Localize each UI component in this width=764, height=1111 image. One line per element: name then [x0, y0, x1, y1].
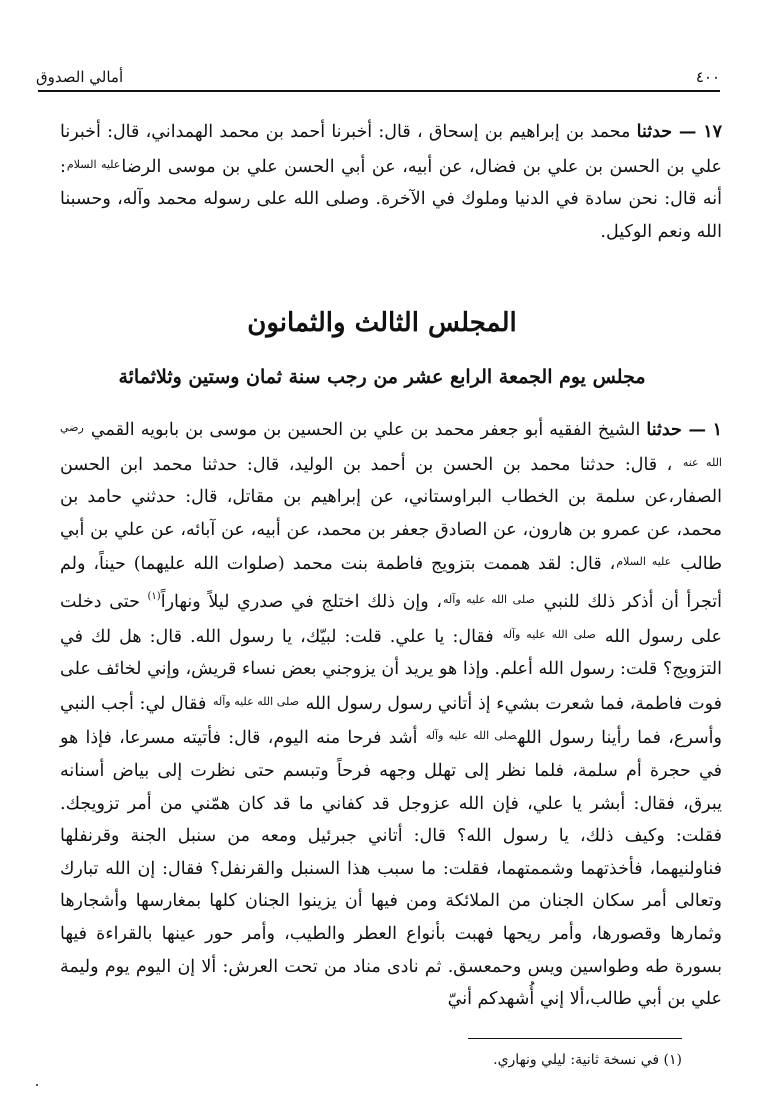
hadith-text: الشيخ الفقيه أبو جعفر محمد بن علي بن الحسين بن موسى بن بابويه القمي	[84, 420, 647, 440]
hadith-1-paragraph	[60, 412, 722, 1016]
honorific-glyph-icon: رضي الله عنه	[60, 421, 722, 469]
hadith-text: أشد فرحا منه اليوم، قال: فأتيته مسرعا، فإذا هو في حجرة أم سلمة، فلما نظر إلى تهلل وجهه فرحاً وتبسم حتى نظرت إلى بياض أسنانه يبرق، فقال: أبشر يا علي، فإن الله عزوجل قد كفاني ما قد كان همّني من أمر تزويجك. فقلت: وكيف ذلك، يا رسول الله؟ قال: أتاني جبرئيل ومعه من سنبل الجنة وقرنفلها فناولنيهما، فأخذتهما وشممتهما، فقلت: ما سبب هذا السنبل والقرنفل؟ فقال: إن الله تبارك وتعالى أمر سكان الجنان من الملائكة ومن فيها أن يزينوا الجنان كلها بمغارسها وأشجارها وثمارها وقصورها، وأمر ريحها فهبت بأنواع العطر والطيب، وأمر حور عينها بالقراءة فيها بسورة طه وطواسين ويس وحمعسق. ثم نادى مناد من تحت العرش: ألا إن اليوم يوم وليمة علي بن أبي طالب،ألا إني أُشهدكم أنيّ	[60, 728, 722, 1010]
hadith-text: ، وإن ذلك اختلج في صدري ليلاً ونهاراً	[160, 591, 443, 612]
hadith-dash: —	[672, 122, 704, 142]
honorific-glyph-icon: صلى الله عليه وآله	[502, 627, 596, 641]
hadith-17-paragraph	[60, 116, 722, 248]
footnote-reference[interactable]: (١)	[147, 590, 161, 602]
chapter-subtitle: مجلس يوم الجمعة الرابع عشر من رجب سنة ثمان وستين وثلاثمائة	[118, 366, 646, 388]
honorific-glyph-icon: عليه السلام	[66, 157, 121, 171]
honorific-glyph-icon: صلى الله عليه وآله	[212, 694, 299, 708]
scan-speck	[36, 1084, 38, 1086]
page-number: ٤٠٠	[695, 68, 720, 86]
honorific-glyph-icon: عليه السلام	[616, 555, 672, 569]
header-rule	[38, 90, 720, 92]
hadith-text: : أنه قال: نحن سادة في الدنيا وملوك في الآخرة. وصلى الله على رسوله محمد وآله، وحسبنا الله ونعم الوكيل.	[60, 156, 722, 242]
chapter-title: المجلس الثالث والثمانون	[247, 308, 517, 338]
hadith-text: فقال: يا علي. قلت: لبيّك، يا رسول الله. قال: هل لك في التزويج؟ قلت: رسول الله أعلم. وإذا هو يريد أن يزوجني بعض نساء قريش، وإني لخائف على فوت فاطمة، فما شعرت بشيء إذ أتاني رسول رسول الله	[60, 626, 722, 714]
honorific-glyph-icon: صلى الله عليه وآله	[425, 729, 517, 743]
honorific-glyph-icon: صلى الله عليه وآله	[443, 592, 535, 606]
hadith-lead-word: حدثنا	[646, 420, 682, 440]
hadith-text: حتى دخلت على رسول الله	[60, 591, 723, 647]
hadith-number: ١	[712, 420, 722, 440]
hadith-lead-word: حدثنا	[636, 122, 673, 142]
hadith-text: ، قال: لقد هممت بتزويج فاطمة بنت محمد (صلوات الله عليهما) حيناً، ولم أتجرأ أن أذكر ذلك للنبي	[60, 554, 722, 612]
footnote: (١) في نسخة ثانية: ليلي ونهاري.	[493, 1052, 682, 1068]
footnote-rule	[468, 1038, 682, 1039]
running-header	[36, 58, 720, 86]
hadith-text: محمد بن إبراهيم بن إسحاق ، قال: أخبرنا أحمد بن محمد الهمداني، قال: أخبرنا علي بن الحسن بن علي بن فضال، عن أبيه، عن أبي الحسن علي بن موسى الرضا	[60, 122, 722, 177]
hadith-text: ، قال: حدثنا محمد بن الحسن بن أحمد بن الوليد، قال: حدثنا محمد ابن الحسن الصفار،عن سلمة بن الخطاب البراوستاني، عن إبراهيم بن مقاتل، قال: حدثني حامد بن محمد، عن عمرو بن هارون، عن الصادق جعفر بن محمد، عن أبيه، عن آبائه، عن علي بن أبي طالب	[60, 454, 722, 575]
book-title: أمالي الصدوق	[36, 68, 124, 86]
hadith-text: فقال لي: أجب النبي وأسرع، فما رأينا رسول الله	[60, 693, 722, 749]
hadith-number: ١٧	[703, 122, 722, 142]
hadith-dash: —	[681, 420, 713, 440]
